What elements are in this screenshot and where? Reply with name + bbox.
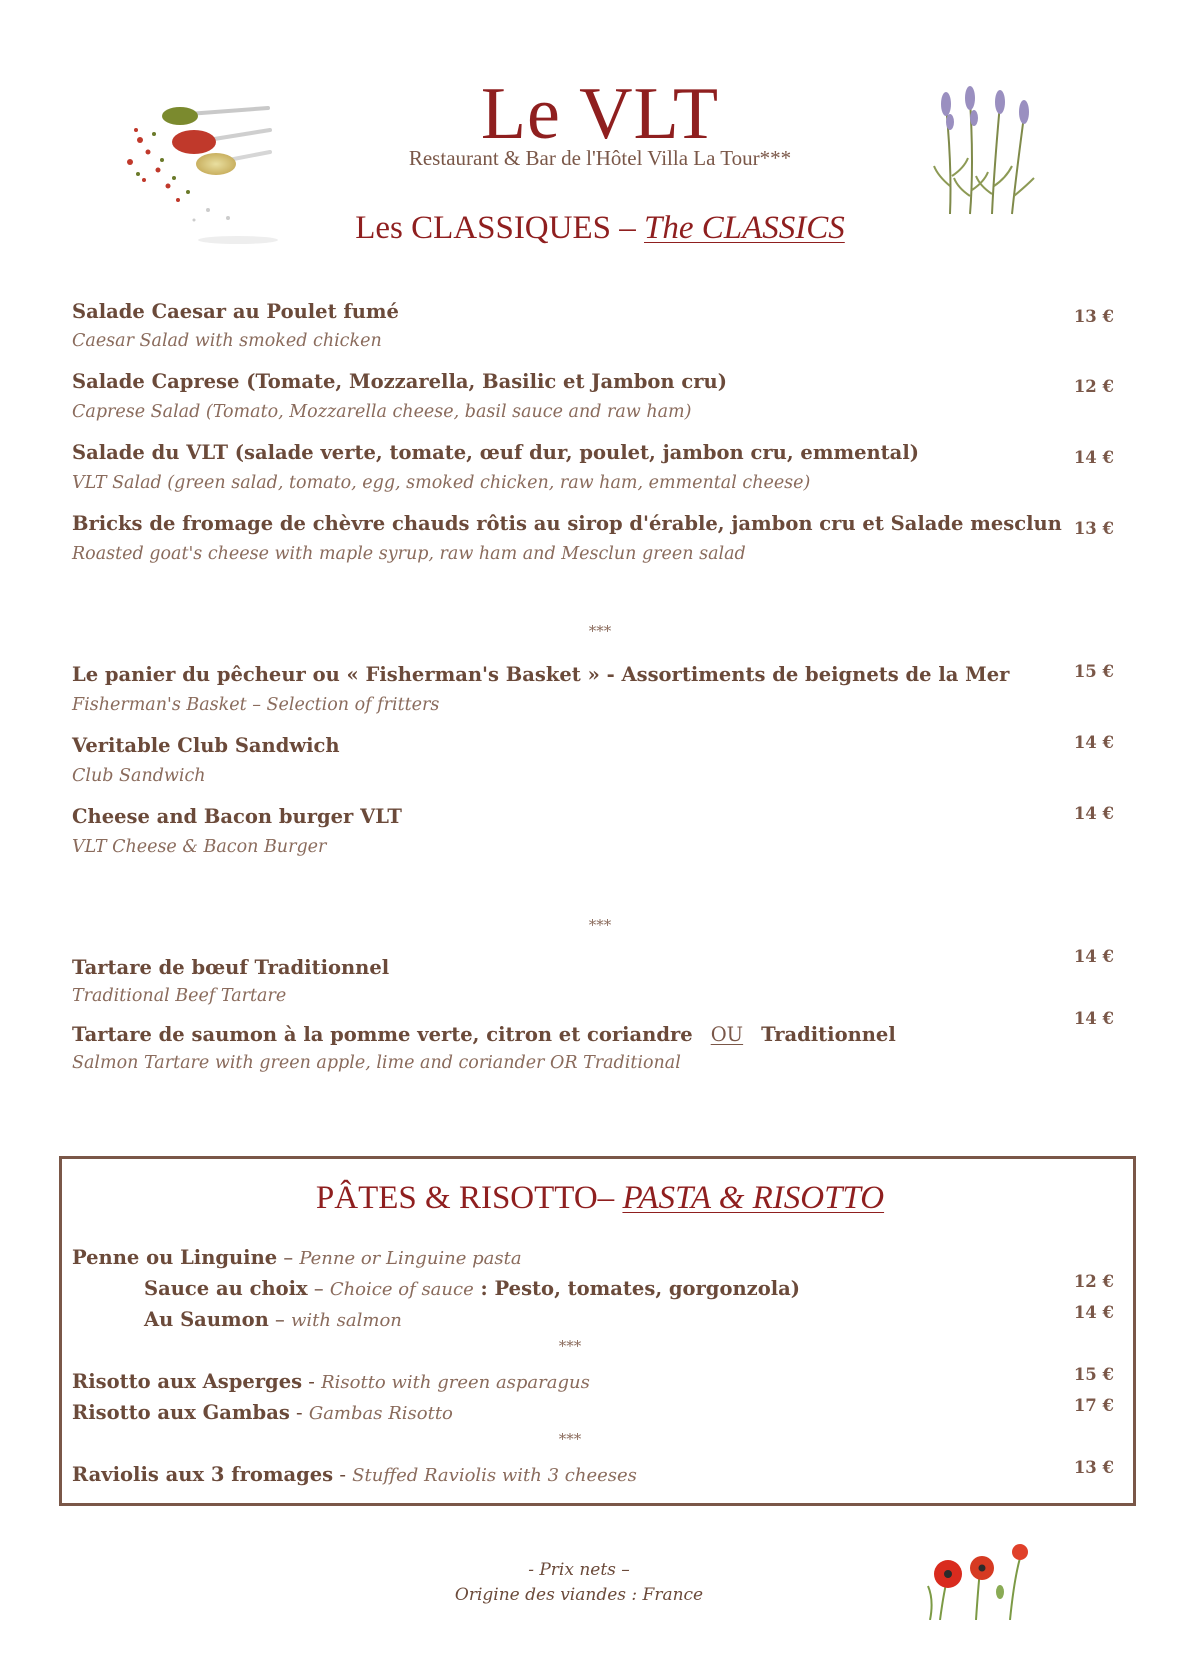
menu-item-price: 14 € — [1073, 1303, 1114, 1322]
menu-item-price: 12 € — [1073, 1272, 1114, 1291]
pasta-item-penne — [72, 1246, 522, 1269]
menu-item-name: Le panier du pêcheur ou « Fisherman's Basket » - Assortiments de beignets de la Mer — [72, 663, 1010, 686]
restaurant-name: Le VLT — [480, 73, 720, 155]
menu-item-translation: Club Sandwich — [72, 766, 206, 786]
pasta-item-translation: Risotto with green asparagus — [321, 1372, 590, 1393]
pasta-item-name: Au Saumon — [144, 1308, 269, 1331]
section-separator: *** — [588, 622, 612, 640]
menu-item-name — [72, 1023, 896, 1046]
dash: - — [333, 1463, 353, 1486]
menu-item-name: Salade Caesar au Poulet fumé — [72, 300, 399, 323]
menu-item-translation: Fisherman's Basket – Selection of fritters — [72, 695, 440, 715]
menu-item-price: 14 € — [1073, 733, 1114, 752]
pasta-title-en: PASTA & RISOTTO — [622, 1180, 885, 1216]
menu-item-price: 14 € — [1073, 804, 1114, 823]
menu-item-translation: Roasted goat's cheese with maple syrup, raw ham and Mesclun green salad — [72, 544, 746, 564]
pasta-item-sauce — [144, 1277, 800, 1300]
menu-item-translation: Caesar Salad with smoked chicken — [72, 331, 382, 351]
menu-item-name: Salade Caprese (Tomate, Mozzarella, Basilic et Jambon cru) — [72, 370, 727, 393]
pasta-item-translation: Choice of sauce — [329, 1279, 474, 1300]
menu-item-name-main: Tartare de saumon à la pomme verte, citron et coriandre — [72, 1023, 693, 1046]
pasta-item-salmon — [144, 1308, 402, 1331]
menu-item-translation: Salmon Tartare with green apple, lime and coriander OR Traditional — [72, 1053, 681, 1073]
pasta-item-translation: with salmon — [290, 1310, 402, 1331]
pasta-item-name: Risotto aux Asperges — [72, 1370, 303, 1393]
pasta-section-title — [0, 1180, 1200, 1217]
section-separator: *** — [558, 1430, 582, 1448]
pasta-item-asparagus — [72, 1370, 590, 1393]
menu-item-price: 14 € — [1073, 448, 1114, 467]
pasta-item-raviolis — [72, 1463, 637, 1486]
classics-section-title — [0, 210, 1200, 247]
dash: - — [302, 1370, 322, 1393]
pasta-item-name: Penne ou Linguine — [72, 1246, 278, 1269]
menu-item-translation: Caprese Salad (Tomato, Mozzarella cheese, basil sauce and raw ham) — [72, 402, 692, 422]
menu-item-price: 14 € — [1073, 947, 1114, 966]
dash: – — [307, 1277, 330, 1300]
footer-net-prices: - Prix nets – — [528, 1560, 630, 1580]
footer-meat-origin: Origine des viandes : France — [454, 1585, 704, 1605]
classics-title-fr: Les CLASSIQUES – — [355, 210, 644, 246]
classics-title-en: The CLASSICS — [644, 210, 845, 246]
pasta-sauce-options: : Pesto, tomates, gorgonzola) — [473, 1277, 800, 1300]
pasta-item-translation: Stuffed Raviolis with 3 cheeses — [352, 1465, 637, 1486]
menu-item-name: Veritable Club Sandwich — [72, 734, 340, 757]
menu-item-price: 15 € — [1073, 662, 1114, 681]
menu-item-name: Bricks de fromage de chèvre chauds rôtis au sirop d'érable, jambon cru et Salade mesclun — [72, 512, 1062, 535]
menu-item-translation: VLT Salad (green salad, tomato, egg, smoked chicken, raw ham, emmental cheese) — [72, 473, 811, 493]
menu-item-name: Salade du VLT (salade verte, tomate, œuf dur, poulet, jambon cru, emmental) — [72, 441, 919, 464]
menu-item-name-alt: Traditionnel — [761, 1023, 896, 1046]
pasta-item-translation: Gambas Risotto — [308, 1403, 453, 1424]
pasta-item-name: Raviolis aux 3 fromages — [72, 1463, 334, 1486]
pasta-item-name: Risotto aux Gambas — [72, 1401, 290, 1424]
restaurant-tagline: Restaurant & Bar de l'Hôtel Villa La Tour*** — [408, 146, 792, 170]
menu-item-price: 15 € — [1073, 1365, 1114, 1384]
dash: – — [277, 1246, 300, 1269]
menu-item-price: 12 € — [1073, 377, 1114, 396]
menu-item-price: 13 € — [1073, 1458, 1114, 1477]
poppy-flowers-illustration — [920, 1540, 1030, 1620]
menu-item-price: 17 € — [1073, 1396, 1114, 1415]
menu-item-translation: Traditional Beef Tartare — [72, 986, 287, 1006]
menu-item-translation: VLT Cheese & Bacon Burger — [72, 837, 327, 857]
menu-item-name: Tartare de bœuf Traditionnel — [72, 956, 390, 979]
pasta-title-fr: PÂTES & RISOTTO– — [315, 1180, 623, 1216]
pasta-item-name: Sauce au choix — [144, 1277, 308, 1300]
pasta-item-gambas — [72, 1401, 453, 1424]
dash: – — [268, 1308, 291, 1331]
section-separator: *** — [588, 916, 612, 934]
menu-item-or: OU — [710, 1023, 744, 1046]
menu-item-name: Cheese and Bacon burger VLT — [72, 805, 402, 828]
menu-item-price: 14 € — [1073, 1009, 1114, 1028]
pasta-item-translation: Penne or Linguine pasta — [299, 1248, 522, 1269]
section-separator: *** — [558, 1337, 582, 1355]
menu-item-price: 13 € — [1073, 519, 1114, 538]
menu-item-price: 13 € — [1073, 307, 1114, 326]
dash: - — [289, 1401, 309, 1424]
